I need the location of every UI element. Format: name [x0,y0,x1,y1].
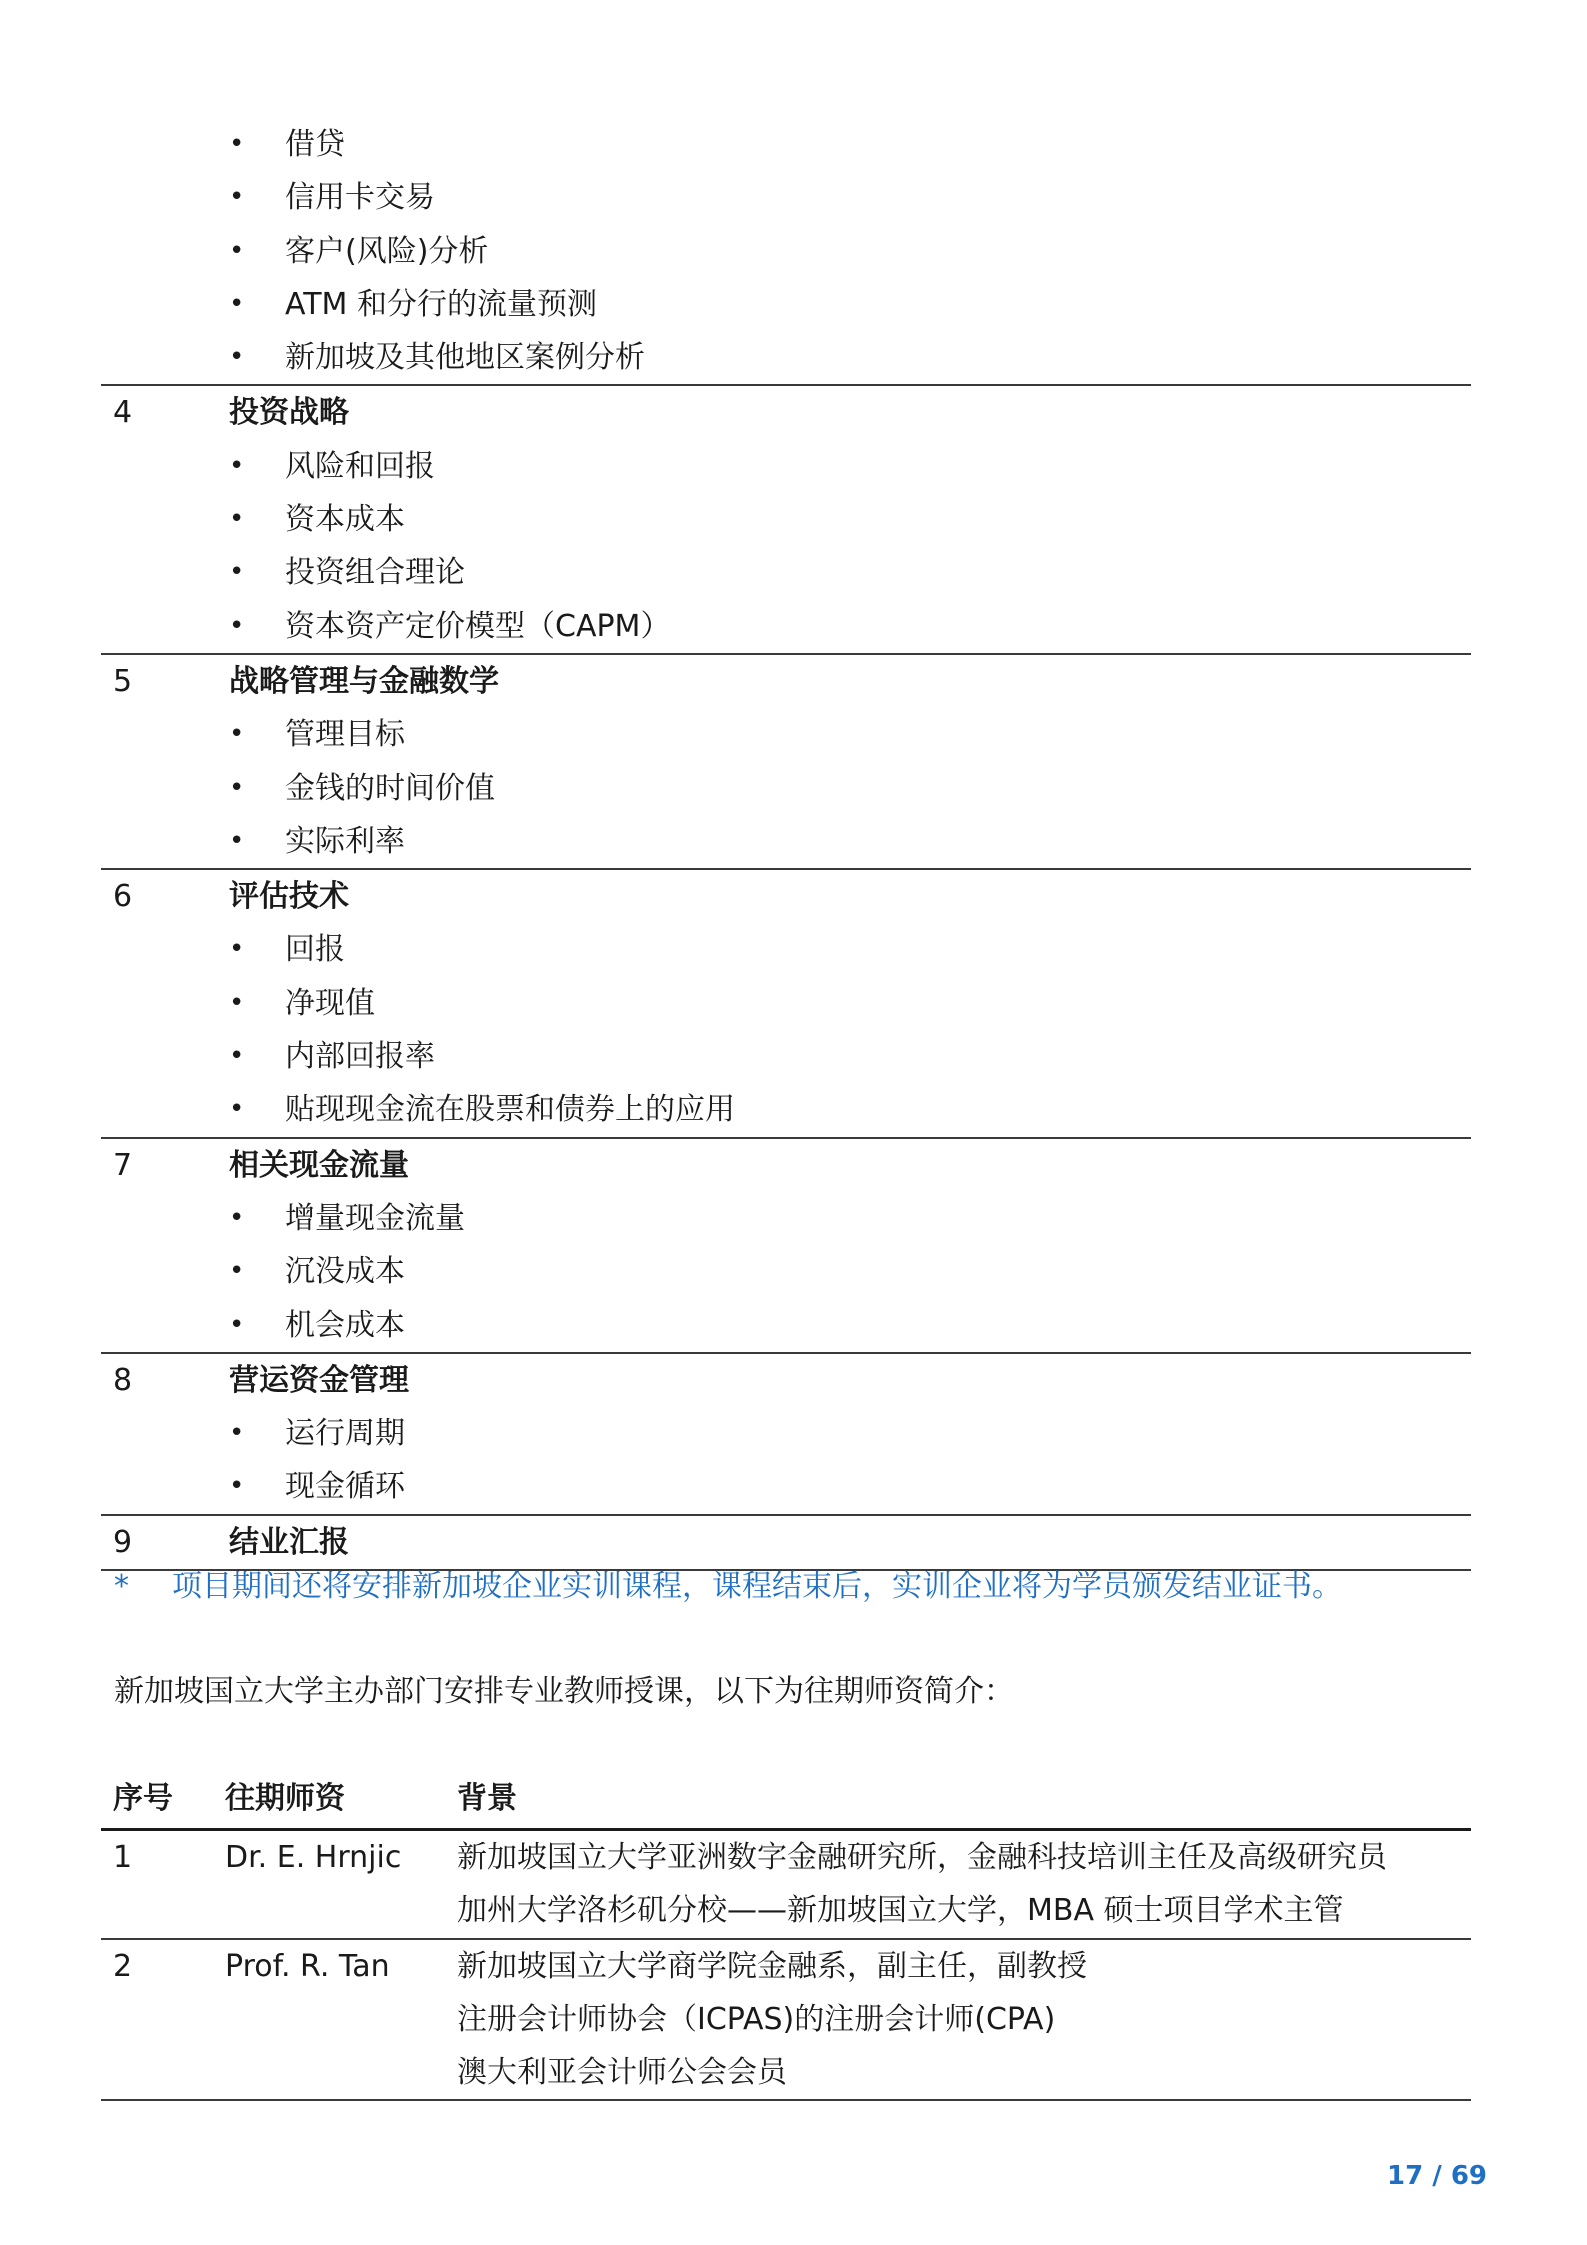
module-item-text: 贴现现金流在股票和债券上的应用 [285,1092,735,1128]
module-number: 7 [113,1147,133,1183]
bullet-icon: • [229,1041,245,1072]
bullet-icon: • [229,288,245,319]
module-number: 6 [113,879,133,915]
header-background: 背景 [457,1781,517,1816]
module-item [101,118,1471,171]
faculty-background: 澳大利亚会计师公会会员 [457,2055,787,2091]
module-item-text: 管理目标 [285,717,405,753]
page-number: 17 / 69 [1387,2161,1487,2191]
module-item-text: 风险和回报 [285,448,435,484]
bullet-icon: • [229,610,245,641]
module-item [101,225,1471,278]
bullet-icon: • [229,235,245,266]
module-item [101,331,1471,384]
module-item [101,923,1471,976]
module-item [101,977,1471,1030]
faculty-background: 加州大学洛杉矶分校——新加坡国立大学，MBA 硕士项目学术主管 [457,1893,1344,1929]
faculty-table-bottom-rule [101,2099,1471,2101]
bullet-icon: • [229,1094,245,1125]
module-header-line [101,1354,1471,1407]
bullet-icon: • [229,1471,245,1502]
module-title: 战略管理与金融数学 [229,663,499,699]
bullet-icon: • [229,1309,245,1340]
module-item [101,815,1471,868]
bullet-icon: • [229,1256,245,1287]
module-item-text: 资本资产定价模型（CAPM） [285,608,671,644]
module-title: 评估技术 [229,879,349,915]
module-item-text: 沉没成本 [285,1254,405,1290]
curriculum-row [101,868,1471,1136]
module-item-text: 信用卡交易 [285,180,435,216]
faculty-line [101,1940,1471,1993]
module-item-text: 新加坡及其他地区案例分析 [285,340,645,376]
bullet-icon: • [229,557,245,588]
module-item-text: 回报 [285,932,345,968]
module-item [101,493,1471,546]
module-item-text: 运行周期 [285,1416,405,1452]
faculty-name: Dr. E. Hrnjic [225,1840,402,1875]
header-index: 序号 [113,1781,173,1816]
module-item [101,440,1471,493]
faculty-index: 1 [113,1840,133,1875]
module-item-text: 资本成本 [285,502,405,538]
module-number: 8 [113,1362,133,1398]
bullet-icon: • [229,342,245,373]
faculty-line [101,1884,1471,1937]
module-item [101,171,1471,224]
faculty-index: 2 [113,1948,133,1984]
bullet-icon: • [229,182,245,213]
module-item [101,1030,1471,1083]
module-item-text: 增量现金流量 [285,1200,465,1236]
module-item [101,708,1471,761]
module-item-text: 机会成本 [285,1307,405,1343]
bullet-icon: • [229,1418,245,1449]
faculty-table [101,1770,1471,2101]
module-number: 9 [113,1524,133,1560]
module-item [101,1299,1471,1352]
faculty-background: 新加坡国立大学商学院金融系，副主任，副教授 [457,1948,1087,1984]
faculty-row [101,1938,1471,2100]
faculty-line [101,1993,1471,2046]
module-item-text: 内部回报率 [285,1039,435,1075]
module-item [101,1245,1471,1298]
module-item [101,600,1471,653]
note-text: 项目期间还将安排新加坡企业实训课程，课程结束后，实训企业将为学员颁发结业证书。 [172,1569,1342,1604]
bullet-icon: • [229,450,245,481]
module-header-line [101,870,1471,923]
module-title: 相关现金流量 [229,1147,409,1183]
bullet-icon: • [229,934,245,965]
bullet-icon: • [229,504,245,535]
module-item-text: 现金循环 [285,1469,405,1505]
curriculum-table [101,118,1471,1571]
module-item [101,278,1471,331]
note-marker: * [114,1569,129,1604]
module-item-text: 客户(风险)分析 [285,233,489,269]
module-title: 营运资金管理 [229,1362,409,1398]
module-header-line [101,655,1471,708]
module-header-line [101,1139,1471,1192]
faculty-intro: 新加坡国立大学主办部门安排专业教师授课，以下为往期师资简介： [114,1674,1014,1709]
faculty-row [101,1831,1471,1938]
bullet-icon: • [229,825,245,856]
bullet-icon: • [229,987,245,1018]
bullet-icon: • [229,719,245,750]
bullet-icon: • [229,772,245,803]
module-item [101,1460,1471,1513]
bullet-icon: • [229,129,245,159]
training-note [114,1557,1342,1617]
header-faculty: 往期师资 [225,1781,345,1816]
module-title: 结业汇报 [229,1524,349,1560]
module-item-text: 借贷 [285,127,345,162]
module-title: 投资战略 [229,395,349,431]
module-item [101,762,1471,815]
faculty-background: 新加坡国立大学亚洲数字金融研究所，金融科技培训主任及高级研究员 [457,1840,1387,1875]
module-item [101,1407,1471,1460]
module-item [101,546,1471,599]
faculty-background: 注册会计师协会（ICPAS)的注册会计师(CPA) [457,2001,1056,2037]
module-number: 5 [113,663,133,699]
curriculum-row [101,1352,1471,1514]
faculty-line [101,1831,1471,1884]
faculty-line [101,2046,1471,2099]
curriculum-row [101,384,1471,652]
module-item-text: 金钱的时间价值 [285,770,495,806]
curriculum-row [101,653,1471,868]
module-item-text: ATM 和分行的流量预测 [285,286,597,322]
curriculum-row [101,1137,1471,1352]
bullet-icon: • [229,1202,245,1233]
faculty-rows [101,1831,1471,2099]
faculty-table-header [101,1770,1471,1831]
module-item-text: 实际利率 [285,823,405,859]
faculty-name: Prof. R. Tan [225,1948,390,1984]
module-header-line [101,386,1471,439]
module-item-text: 净现值 [285,985,375,1021]
curriculum-row [101,118,1471,384]
module-item-text: 投资组合理论 [285,555,465,591]
module-item [101,1192,1471,1245]
module-item [101,1083,1471,1136]
module-number: 4 [113,395,133,431]
